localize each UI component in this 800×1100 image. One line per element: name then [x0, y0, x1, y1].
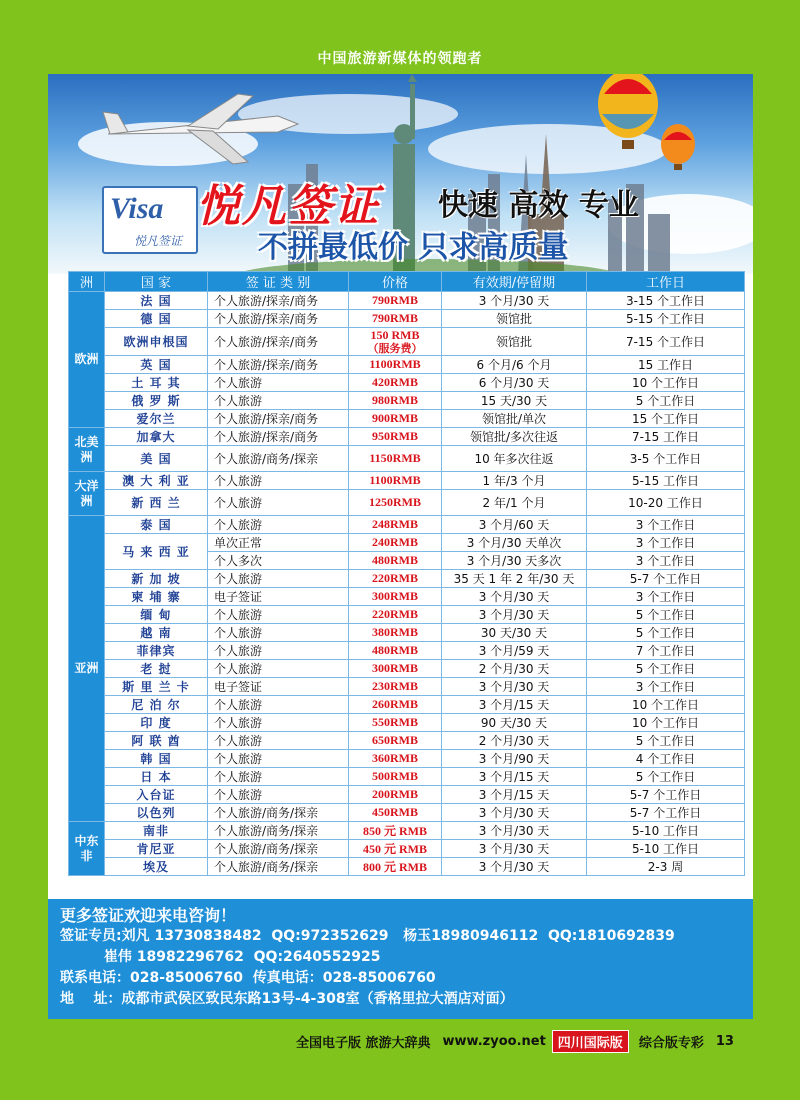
table-row [69, 822, 745, 840]
visa-type-cell: 电子签证 [208, 588, 349, 606]
price-cell [349, 392, 442, 410]
page-number: 13 [715, 1033, 734, 1049]
workdays-cell: 3-5 个工作日 [587, 446, 745, 472]
validity-cell: 3 个月/30 天 [442, 292, 587, 310]
price-value: 480RMB [372, 643, 418, 657]
table-row [69, 410, 745, 428]
validity-cell: 15 天/30 天 [442, 392, 587, 410]
visa-type-cell: 个人旅游 [208, 714, 349, 732]
validity-cell: 1 年/3 个月 [442, 472, 587, 490]
table-row [69, 750, 745, 768]
workdays-cell: 15 工作日 [587, 356, 745, 374]
table-header-row [69, 272, 745, 292]
workdays-cell: 10 个工作日 [587, 696, 745, 714]
price-cell [349, 446, 442, 472]
workdays-cell: 5 个工作日 [587, 660, 745, 678]
continent-cell: 亚洲 [69, 516, 105, 822]
price-cell [349, 714, 442, 732]
country-cell: 日 本 [105, 768, 208, 786]
price-cell [349, 858, 442, 876]
country-cell: 肯尼亚 [105, 840, 208, 858]
visa-type-cell: 个人多次 [208, 552, 349, 570]
validity-cell: 3 个月/30 天 [442, 822, 587, 840]
country-cell: 法 国 [105, 292, 208, 310]
workdays-cell: 5-7 个工作日 [587, 804, 745, 822]
visa-type-cell: 个人旅游 [208, 516, 349, 534]
header-slogan: 中国旅游新媒体的领跑者 [317, 51, 483, 67]
validity-cell: 30 天/30 天 [442, 624, 587, 642]
price-cell [349, 660, 442, 678]
contact-box [48, 899, 753, 1019]
workdays-cell: 5-10 工作日 [587, 822, 745, 840]
validity-cell: 3 个月/30 天多次 [442, 552, 587, 570]
table-row [69, 588, 745, 606]
workdays-cell: 3 个工作日 [587, 534, 745, 552]
price-value: 450RMB [372, 805, 418, 819]
price-cell [349, 410, 442, 428]
workdays-cell: 5-7 个工作日 [587, 786, 745, 804]
table-row [69, 678, 745, 696]
visa-type-cell: 电子签证 [208, 678, 349, 696]
country-cell: 南非 [105, 822, 208, 840]
continent-cell: 中东非 [69, 822, 105, 876]
price-cell [349, 356, 442, 374]
table-row [69, 768, 745, 786]
price-value: 480RMB [372, 553, 418, 567]
country-cell: 泰 国 [105, 516, 208, 534]
workdays-cell: 2-3 周 [587, 858, 745, 876]
country-cell: 老 挝 [105, 660, 208, 678]
validity-cell: 35 天 1 年 2 年/30 天 [442, 570, 587, 588]
hot-air-balloon-icon [661, 124, 695, 170]
header-continent: 洲 [69, 272, 105, 292]
visa-type-cell: 个人旅游/商务/探亲 [208, 822, 349, 840]
country-cell: 加拿大 [105, 428, 208, 446]
website-link[interactable]: www.zyoo.net [442, 1033, 546, 1049]
price-value: 800 元 RMB [363, 860, 427, 874]
table-row [69, 642, 745, 660]
section-label: 综合版专彩 [638, 1035, 704, 1051]
workdays-cell: 7-15 工作日 [587, 428, 745, 446]
workdays-cell: 10 个工作日 [587, 714, 745, 732]
country-cell: 埃及 [105, 858, 208, 876]
workdays-cell: 7-15 个工作日 [587, 328, 745, 356]
workdays-cell: 5 个工作日 [587, 392, 745, 410]
visa-type-cell: 个人旅游 [208, 750, 349, 768]
country-cell: 新 西 兰 [105, 490, 208, 516]
price-cell [349, 328, 442, 356]
validity-cell: 3 个月/15 天 [442, 786, 587, 804]
country-cell: 入台证 [105, 786, 208, 804]
workdays-cell: 5-15 工作日 [587, 472, 745, 490]
country-cell: 韩 国 [105, 750, 208, 768]
table-row [69, 374, 745, 392]
tagline-primary: 快速 高效 专业 [438, 188, 639, 223]
price-cell [349, 804, 442, 822]
table-row [69, 858, 745, 876]
table-row [69, 570, 745, 588]
visa-type-cell: 个人旅游/探亲/商务 [208, 310, 349, 328]
price-value: 248RMB [372, 517, 418, 531]
validity-cell: 3 个月/30 天 [442, 678, 587, 696]
visa-type-cell: 个人旅游 [208, 374, 349, 392]
price-value: 1150RMB [369, 451, 421, 465]
country-cell: 印 度 [105, 714, 208, 732]
validity-cell: 领馆批 [442, 328, 587, 356]
tagline-secondary: 不拼最低价 只求高质量 [258, 230, 569, 265]
table-row [69, 472, 745, 490]
region-badge: 四川国际版 [552, 1030, 629, 1053]
visa-type-cell: 个人旅游/商务/探亲 [208, 840, 349, 858]
price-cell [349, 822, 442, 840]
price-value: 500RMB [372, 769, 418, 783]
visa-logo-subtext: 悦凡签证 [134, 234, 183, 248]
table-row [69, 606, 745, 624]
price-cell [349, 516, 442, 534]
workdays-cell: 3 个工作日 [587, 516, 745, 534]
workdays-cell: 3-15 个工作日 [587, 292, 745, 310]
validity-cell: 3 个月/60 天 [442, 516, 587, 534]
workdays-cell: 4 个工作日 [587, 750, 745, 768]
validity-cell: 3 个月/15 天 [442, 768, 587, 786]
contact-specialists: 签证专员:刘凡 13730838482 QQ:972352629 杨玉18980946112 QQ:1810692839 [60, 928, 675, 944]
workdays-cell: 5-15 个工作日 [587, 310, 745, 328]
content-panel [48, 74, 753, 1019]
table-row [69, 624, 745, 642]
validity-cell: 领馆批/多次往返 [442, 428, 587, 446]
table-row [69, 292, 745, 310]
table-row [69, 696, 745, 714]
visa-logo [102, 186, 198, 254]
price-value: 1250RMB [369, 495, 421, 509]
validity-cell: 3 个月/30 天单次 [442, 534, 587, 552]
table-row [69, 490, 745, 516]
country-cell: 斯 里 兰 卡 [105, 678, 208, 696]
price-value: 220RMB [372, 571, 418, 585]
price-cell [349, 606, 442, 624]
country-cell: 爱尔兰 [105, 410, 208, 428]
visa-type-cell: 个人旅游/探亲/商务 [208, 428, 349, 446]
visa-type-cell: 个人旅游 [208, 660, 349, 678]
price-value: 950RMB [372, 429, 418, 443]
validity-cell: 2 个月/30 天 [442, 732, 587, 750]
price-value: 260RMB [372, 697, 418, 711]
visa-type-cell: 个人旅游 [208, 732, 349, 750]
brand-name: 悦凡签证 [196, 181, 380, 232]
banner [48, 74, 753, 274]
price-value: 980RMB [372, 393, 418, 407]
price-cell [349, 490, 442, 516]
visa-logo-text: Visa [110, 192, 164, 225]
price-value: 300RMB [372, 661, 418, 675]
country-cell: 新 加 坡 [105, 570, 208, 588]
continent-cell: 北美洲 [69, 428, 105, 472]
price-cell [349, 696, 442, 714]
visa-type-cell: 个人旅游/探亲/商务 [208, 356, 349, 374]
header-workdays: 工作日 [587, 272, 745, 292]
country-cell: 以色列 [105, 804, 208, 822]
price-value: 900RMB [372, 411, 418, 425]
country-cell: 英 国 [105, 356, 208, 374]
table-row [69, 356, 745, 374]
visa-type-cell: 个人旅游/探亲/商务 [208, 410, 349, 428]
price-value: 360RMB [372, 751, 418, 765]
validity-cell: 3 个月/30 天 [442, 606, 587, 624]
table-row [69, 714, 745, 732]
price-cell [349, 624, 442, 642]
workdays-cell: 10 个工作日 [587, 374, 745, 392]
visa-type-cell: 个人旅游/商务/探亲 [208, 446, 349, 472]
price-cell [349, 428, 442, 446]
continent-cell: 欧洲 [69, 292, 105, 428]
validity-cell: 3 个月/90 天 [442, 750, 587, 768]
table-row [69, 328, 745, 356]
validity-cell: 3 个月/30 天 [442, 804, 587, 822]
header-validity: 有效期/停留期 [442, 272, 587, 292]
workdays-cell: 5-7 个工作日 [587, 570, 745, 588]
contact-phone-fax: 联系电话：028-85006760 传真电话：028-85006760 [60, 970, 436, 986]
table-row [69, 516, 745, 534]
country-cell: 阿 联 酋 [105, 732, 208, 750]
price-value: 850 元 RMB [363, 824, 427, 838]
price-value: 240RMB [372, 535, 418, 549]
validity-cell: 6 个月/6 个月 [442, 356, 587, 374]
bottom-bar [296, 1030, 734, 1052]
workdays-cell: 5 个工作日 [587, 624, 745, 642]
price-cell [349, 750, 442, 768]
country-cell: 俄 罗 斯 [105, 392, 208, 410]
validity-cell: 3 个月/59 天 [442, 642, 587, 660]
validity-cell: 3 个月/30 天 [442, 858, 587, 876]
price-value: 1100RMB [369, 357, 421, 371]
price-value: 420RMB [372, 375, 418, 389]
workdays-cell: 5 个工作日 [587, 606, 745, 624]
table-row [69, 660, 745, 678]
price-value: 150 RMB [370, 328, 420, 342]
table-row [69, 310, 745, 328]
price-cell [349, 642, 442, 660]
workdays-cell: 5 个工作日 [587, 768, 745, 786]
validity-cell: 3 个月/30 天 [442, 840, 587, 858]
price-value: 450 元 RMB [363, 842, 427, 856]
validity-cell: 领馆批/单次 [442, 410, 587, 428]
header-visa-type: 签 证 类 别 [208, 272, 349, 292]
edition-label: 全国电子版 旅游大辞典 [296, 1035, 431, 1051]
visa-type-cell: 个人旅游/商务/探亲 [208, 804, 349, 822]
visa-type-cell: 个人旅游 [208, 768, 349, 786]
workdays-cell: 10-20 工作日 [587, 490, 745, 516]
price-value: 1100RMB [369, 473, 421, 487]
visa-type-cell: 个人旅游/探亲/商务 [208, 292, 349, 310]
price-note: （服务费） [367, 343, 423, 355]
table-row [69, 534, 745, 552]
visa-price-table [68, 271, 745, 876]
price-value: 300RMB [372, 589, 418, 603]
price-value: 200RMB [372, 787, 418, 801]
country-cell: 缅 甸 [105, 606, 208, 624]
price-value: 790RMB [372, 293, 418, 307]
visa-type-cell: 个人旅游 [208, 696, 349, 714]
validity-cell: 领馆批 [442, 310, 587, 328]
price-value: 220RMB [372, 607, 418, 621]
validity-cell: 3 个月/15 天 [442, 696, 587, 714]
price-cell [349, 570, 442, 588]
price-cell [349, 768, 442, 786]
header-price: 价格 [349, 272, 442, 292]
table-row [69, 786, 745, 804]
table-row [69, 804, 745, 822]
visa-type-cell: 个人旅游 [208, 570, 349, 588]
visa-type-cell: 个人旅游 [208, 490, 349, 516]
workdays-cell: 7 个工作日 [587, 642, 745, 660]
country-cell: 澳 大 利 亚 [105, 472, 208, 490]
country-cell: 柬 埔 寨 [105, 588, 208, 606]
country-cell: 菲律宾 [105, 642, 208, 660]
contact-address: 地 址：成都市武侯区致民东路13号-4-308室（香格里拉大酒店对面） [60, 991, 514, 1007]
country-cell: 欧洲申根国 [105, 328, 208, 356]
workdays-cell: 15 个工作日 [587, 410, 745, 428]
validity-cell: 2 个月/30 天 [442, 660, 587, 678]
price-value: 790RMB [372, 311, 418, 325]
table-row [69, 732, 745, 750]
price-cell [349, 472, 442, 490]
visa-type-cell: 个人旅游/商务/探亲 [208, 858, 349, 876]
price-value: 550RMB [372, 715, 418, 729]
table-row [69, 446, 745, 472]
price-cell [349, 310, 442, 328]
price-value: 230RMB [372, 679, 418, 693]
visa-type-cell: 个人旅游 [208, 786, 349, 804]
visa-type-cell: 单次正常 [208, 534, 349, 552]
visa-type-cell: 个人旅游 [208, 392, 349, 410]
validity-cell: 90 天/30 天 [442, 714, 587, 732]
validity-cell: 6 个月/30 天 [442, 374, 587, 392]
country-cell: 马 来 西 亚 [105, 534, 208, 570]
table-body [69, 292, 745, 876]
visa-type-cell: 个人旅游 [208, 642, 349, 660]
country-cell: 德 国 [105, 310, 208, 328]
price-cell [349, 786, 442, 804]
visa-type-cell: 个人旅游 [208, 606, 349, 624]
country-cell: 美 国 [105, 446, 208, 472]
continent-cell: 大洋洲 [69, 472, 105, 516]
price-cell [349, 292, 442, 310]
visa-type-cell: 个人旅游 [208, 624, 349, 642]
header-country: 国 家 [105, 272, 208, 292]
table-row [69, 428, 745, 446]
price-value: 380RMB [372, 625, 418, 639]
country-cell: 尼 泊 尔 [105, 696, 208, 714]
validity-cell: 3 个月/30 天 [442, 588, 587, 606]
price-cell [349, 840, 442, 858]
price-cell [349, 588, 442, 606]
workdays-cell: 5 个工作日 [587, 732, 745, 750]
price-cell [349, 678, 442, 696]
validity-cell: 2 年/1 个月 [442, 490, 587, 516]
workdays-cell: 3 个工作日 [587, 588, 745, 606]
contact-heading: 更多签证欢迎来电咨询！ [60, 906, 237, 925]
visa-type-cell: 个人旅游 [208, 472, 349, 490]
contact-specialist-2: 崔伟 18982296762 QQ:2640552925 [60, 949, 381, 965]
workdays-cell: 5-10 工作日 [587, 840, 745, 858]
table-row [69, 840, 745, 858]
country-cell: 越 南 [105, 624, 208, 642]
price-cell [349, 534, 442, 552]
visa-type-cell: 个人旅游/探亲/商务 [208, 328, 349, 356]
price-cell [349, 552, 442, 570]
price-cell [349, 732, 442, 750]
validity-cell: 10 年多次往返 [442, 446, 587, 472]
table-row [69, 392, 745, 410]
workdays-cell: 3 个工作日 [587, 552, 745, 570]
price-value: 650RMB [372, 733, 418, 747]
price-cell [349, 374, 442, 392]
workdays-cell: 3 个工作日 [587, 678, 745, 696]
country-cell: 土 耳 其 [105, 374, 208, 392]
